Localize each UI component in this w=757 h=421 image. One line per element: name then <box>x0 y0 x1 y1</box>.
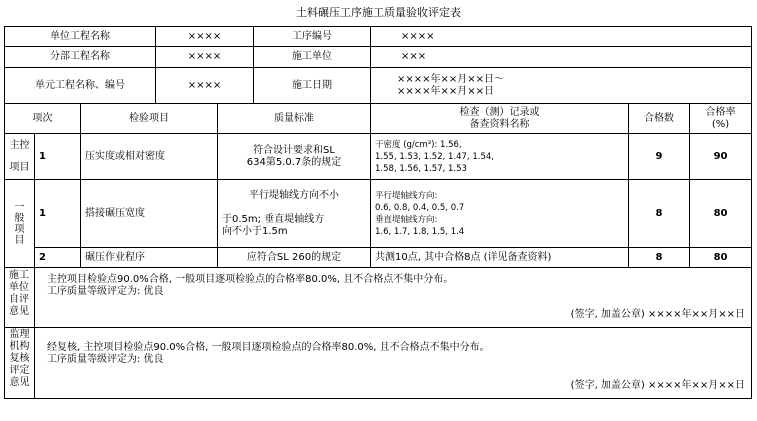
constructor-label: 施工单位 <box>254 47 371 68</box>
quality-evaluation-table <box>4 26 752 399</box>
construction-opinion-cell <box>35 268 752 328</box>
row-item: 碾压作业程序 <box>81 248 218 268</box>
row-record: 平行堤轴线方向: 0.6, 0.8, 0.4, 0.5, 0.7 垂直堤轴线方向: 1.6, 1.7, 1.8, 1.5, 1.4 <box>371 180 629 248</box>
form-title: 土料碾压工序施工质量验收评定表 <box>296 6 461 19</box>
construction-date-label: 施工日期 <box>254 68 371 104</box>
sub-project-value: ×××× <box>156 47 254 68</box>
supervision-opinion-sign: (签字, 加盖公章) ××××年××月××日 <box>570 380 746 391</box>
unit-project-value: ×××× <box>156 27 254 47</box>
unit-project-label: 单位工程名称 <box>5 27 156 47</box>
supervision-opinion-label: 监理 机构 复核 评定 意见 <box>5 328 35 399</box>
standard-line1: 平行堤轴线方向不小 <box>249 189 339 201</box>
table-row <box>5 248 752 268</box>
row-item: 搭接碾压宽度 <box>81 180 218 248</box>
standard-line2: 于0.5m; 垂直堤轴线方 向不小于1.5m <box>222 213 325 237</box>
row-standard: 符合设计要求和SL 634第5.0.7条的规定 <box>218 134 371 180</box>
row-no: 1 <box>35 180 81 248</box>
general-group-label <box>5 180 35 268</box>
row-standard <box>218 180 371 248</box>
construction-opinion-row <box>5 268 752 328</box>
table-row <box>5 180 752 248</box>
main-group-line2: 项目 <box>9 161 30 173</box>
row-no: 1 <box>35 134 81 180</box>
col-item-no: 项次 <box>5 104 81 134</box>
row-pass-count: 8 <box>629 248 690 268</box>
row-record: 干密度 (g/cm³): 1.56, 1.55, 1.53, 1.52, 1.47, 1.54, 1.58, 1.56, 1.57, 1.53 <box>371 134 629 180</box>
supervision-opinion-row <box>5 328 752 399</box>
row-no: 2 <box>35 248 81 268</box>
sub-project-label: 分部工程名称 <box>5 47 156 68</box>
construction-opinion-text: 主控项目检验点90.0%合格, 一般项目逐项检验点的合格率80.0%, 且不合格点不集中分布。 工序质量等级评定为: 优良 <box>47 274 454 297</box>
construction-opinion-sign: (签字, 加盖公章) ××××年××月××日 <box>570 309 746 320</box>
construction-date-value: ××××年××月××日～ ××××年××月××日 <box>371 68 752 104</box>
row-item: 压实度或相对密度 <box>81 134 218 180</box>
row-pass-count: 9 <box>629 134 690 180</box>
col-pass-count: 合格数 <box>629 104 690 134</box>
main-group-line1: 主控 <box>9 139 30 151</box>
construction-opinion-label: 施工 单位 自评 意见 <box>5 268 35 328</box>
element-project-value: ×××× <box>156 68 254 104</box>
col-inspection-item: 检验项目 <box>81 104 218 134</box>
element-project-label: 单元工程名称、编号 <box>5 68 156 104</box>
row-standard: 应符合SL 260的规定 <box>218 248 371 268</box>
col-pass-rate: 合格率 (%) <box>690 104 752 134</box>
row-pass-count: 8 <box>629 180 690 248</box>
supervision-opinion-cell <box>35 328 752 399</box>
row-record: 共测10点, 其中合格8点 (详见备查资料) <box>371 248 629 268</box>
row-pass-rate: 80 <box>690 248 752 268</box>
main-control-group-label <box>5 134 35 180</box>
row-pass-rate: 80 <box>690 180 752 248</box>
col-records: 检查（测）记录或 备查资料名称 <box>371 104 629 134</box>
col-quality-standard: 质量标准 <box>218 104 371 134</box>
process-no-label: 工序编号 <box>254 27 371 47</box>
general-group-text: 一 般 项 目 <box>14 201 25 246</box>
row-pass-rate: 90 <box>690 134 752 180</box>
process-no-value: ×××× <box>371 27 752 47</box>
supervision-opinion-text: 经复核, 主控项目检验点90.0%合格, 一般项目逐项检验点的合格率80.0%, 且不合格点不集中分布。 工序质量等级评定为: 优良 <box>47 342 490 365</box>
constructor-value: ××× <box>371 47 752 68</box>
table-row <box>5 134 752 180</box>
